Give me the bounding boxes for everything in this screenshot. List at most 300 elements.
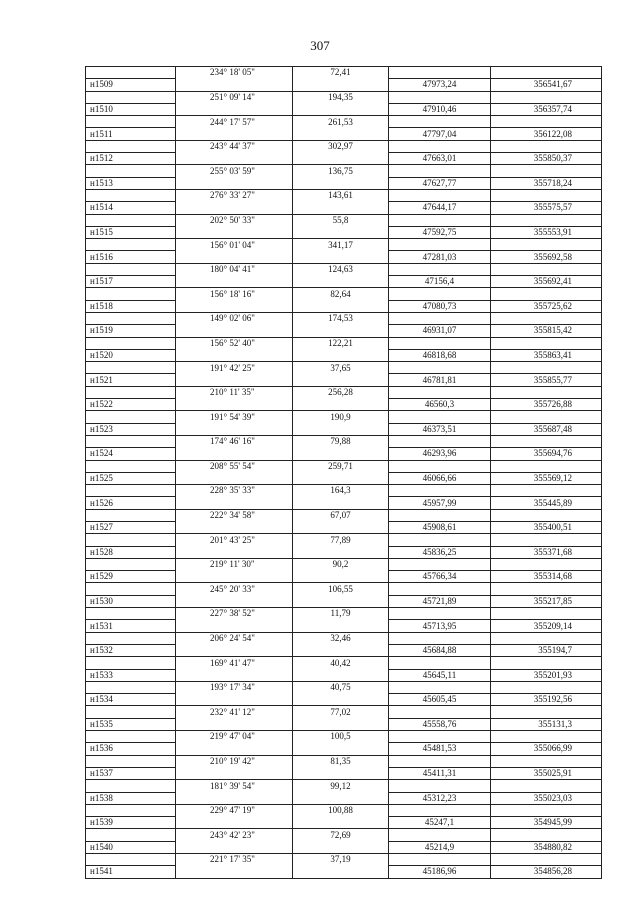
angle-blank-cell — [176, 276, 293, 288]
direction-angle-cell: 202° 50' 33" — [176, 214, 293, 226]
x-blank-cell — [389, 189, 491, 201]
y-coordinate-cell: 356122,08 — [491, 128, 602, 140]
length-blank-cell — [293, 866, 389, 878]
x-coordinate-cell: 45836,25 — [389, 546, 491, 558]
point-name-cell: н1522 — [86, 399, 176, 411]
point-name-cell: н1527 — [86, 521, 176, 533]
point-row — [86, 694, 602, 706]
point-row — [86, 79, 602, 91]
angle-blank-cell — [176, 399, 293, 411]
y-blank-cell — [491, 509, 602, 521]
angle-blank-cell — [176, 620, 293, 632]
point-row — [86, 521, 602, 533]
length-blank-cell — [293, 521, 389, 533]
segment-blank-cell — [86, 91, 176, 103]
y-blank-cell — [491, 140, 602, 152]
length-blank-cell — [293, 497, 389, 509]
point-name-cell: н1524 — [86, 448, 176, 460]
y-blank-cell — [491, 558, 602, 570]
length-blank-cell — [293, 300, 389, 312]
y-blank-cell — [491, 657, 602, 669]
length-blank-cell — [293, 817, 389, 829]
y-coordinate-cell: 354856,28 — [491, 866, 602, 878]
point-row — [86, 767, 602, 779]
segment-blank-cell — [86, 67, 176, 79]
direction-angle-cell: 222° 34' 58" — [176, 509, 293, 521]
x-coordinate-cell: 47663,01 — [389, 153, 491, 165]
segment-blank-cell — [86, 706, 176, 718]
y-coordinate-cell: 355194,7 — [491, 644, 602, 656]
segment-row — [86, 165, 602, 177]
direction-angle-cell: 234° 18' 05" — [176, 67, 293, 79]
direction-angle-cell: 227° 38' 52" — [176, 608, 293, 620]
angle-blank-cell — [176, 546, 293, 558]
y-blank-cell — [491, 632, 602, 644]
x-coordinate-cell: 47797,04 — [389, 128, 491, 140]
point-name-cell: н1511 — [86, 128, 176, 140]
y-coordinate-cell: 355445,89 — [491, 497, 602, 509]
y-blank-cell — [491, 435, 602, 447]
x-blank-cell — [389, 804, 491, 816]
point-name-cell: н1516 — [86, 251, 176, 263]
point-row — [86, 743, 602, 755]
x-coordinate-cell: 45186,96 — [389, 866, 491, 878]
x-coordinate-cell: 46066,66 — [389, 472, 491, 484]
point-name-cell: н1526 — [86, 497, 176, 509]
angle-blank-cell — [176, 792, 293, 804]
y-blank-cell — [491, 288, 602, 300]
y-blank-cell — [491, 681, 602, 693]
angle-blank-cell — [176, 325, 293, 337]
segment-row — [86, 608, 602, 620]
x-blank-cell — [389, 780, 491, 792]
segment-blank-cell — [86, 608, 176, 620]
segment-blank-cell — [86, 854, 176, 866]
x-blank-cell — [389, 165, 491, 177]
segment-blank-cell — [86, 263, 176, 275]
segment-blank-cell — [86, 731, 176, 743]
segment-row — [86, 189, 602, 201]
y-blank-cell — [491, 67, 602, 79]
y-coordinate-cell: 355025,91 — [491, 767, 602, 779]
segment-length-cell: 32,46 — [293, 632, 389, 644]
direction-angle-cell: 156° 52' 40" — [176, 337, 293, 349]
direction-angle-cell: 156° 18' 16" — [176, 288, 293, 300]
segment-blank-cell — [86, 411, 176, 423]
segment-row — [86, 657, 602, 669]
segment-row — [86, 534, 602, 546]
length-blank-cell — [293, 743, 389, 755]
y-blank-cell — [491, 460, 602, 472]
segment-length-cell: 164,3 — [293, 485, 389, 497]
x-blank-cell — [389, 263, 491, 275]
x-coordinate-cell: 47080,73 — [389, 300, 491, 312]
y-blank-cell — [491, 263, 602, 275]
x-coordinate-cell: 45411,31 — [389, 767, 491, 779]
point-name-cell: н1519 — [86, 325, 176, 337]
angle-blank-cell — [176, 743, 293, 755]
segment-length-cell: 72,41 — [293, 67, 389, 79]
segment-blank-cell — [86, 435, 176, 447]
length-blank-cell — [293, 448, 389, 460]
segment-row — [86, 854, 602, 866]
point-row — [86, 718, 602, 730]
segment-row — [86, 755, 602, 767]
y-coordinate-cell: 355694,76 — [491, 448, 602, 460]
point-row — [86, 349, 602, 361]
angle-blank-cell — [176, 866, 293, 878]
length-blank-cell — [293, 79, 389, 91]
x-coordinate-cell: 46560,3 — [389, 399, 491, 411]
x-blank-cell — [389, 706, 491, 718]
x-coordinate-cell: 45684,88 — [389, 644, 491, 656]
y-coordinate-cell: 355850,37 — [491, 153, 602, 165]
segment-blank-cell — [86, 829, 176, 841]
angle-blank-cell — [176, 644, 293, 656]
point-name-cell: н1535 — [86, 718, 176, 730]
y-coordinate-cell: 355131,3 — [491, 718, 602, 730]
x-blank-cell — [389, 558, 491, 570]
y-coordinate-cell: 355855,77 — [491, 374, 602, 386]
x-coordinate-cell: 45558,76 — [389, 718, 491, 730]
y-coordinate-cell: 355066,99 — [491, 743, 602, 755]
point-name-cell: н1531 — [86, 620, 176, 632]
segment-row — [86, 804, 602, 816]
direction-angle-cell: 219° 11' 30" — [176, 558, 293, 570]
direction-angle-cell: 208° 55' 54" — [176, 460, 293, 472]
length-blank-cell — [293, 177, 389, 189]
point-name-cell: н1538 — [86, 792, 176, 804]
direction-angle-cell: 244° 17' 57" — [176, 116, 293, 128]
angle-blank-cell — [176, 497, 293, 509]
length-blank-cell — [293, 423, 389, 435]
y-coordinate-cell: 355553,91 — [491, 226, 602, 238]
point-row — [86, 300, 602, 312]
y-blank-cell — [491, 854, 602, 866]
y-blank-cell — [491, 312, 602, 324]
point-name-cell: н1534 — [86, 694, 176, 706]
direction-angle-cell: 228° 35' 33" — [176, 485, 293, 497]
segment-length-cell: 100,88 — [293, 804, 389, 816]
angle-blank-cell — [176, 103, 293, 115]
length-blank-cell — [293, 718, 389, 730]
point-row — [86, 153, 602, 165]
segment-length-cell: 79,88 — [293, 435, 389, 447]
x-coordinate-cell: 47281,03 — [389, 251, 491, 263]
point-name-cell: н1541 — [86, 866, 176, 878]
y-blank-cell — [491, 829, 602, 841]
direction-angle-cell: 219° 47' 04" — [176, 731, 293, 743]
point-name-cell: н1525 — [86, 472, 176, 484]
segment-row — [86, 706, 602, 718]
segment-blank-cell — [86, 362, 176, 374]
x-blank-cell — [389, 657, 491, 669]
segment-blank-cell — [86, 189, 176, 201]
y-coordinate-cell: 355692,58 — [491, 251, 602, 263]
point-row — [86, 472, 602, 484]
angle-blank-cell — [176, 374, 293, 386]
angle-blank-cell — [176, 571, 293, 583]
point-row — [86, 866, 602, 878]
direction-angle-cell: 229° 47' 19" — [176, 804, 293, 816]
point-name-cell: н1518 — [86, 300, 176, 312]
point-name-cell: н1512 — [86, 153, 176, 165]
y-blank-cell — [491, 386, 602, 398]
point-row — [86, 128, 602, 140]
length-blank-cell — [293, 841, 389, 853]
angle-blank-cell — [176, 128, 293, 140]
segment-blank-cell — [86, 657, 176, 669]
segment-row — [86, 731, 602, 743]
segment-length-cell: 82,64 — [293, 288, 389, 300]
point-name-cell: н1532 — [86, 644, 176, 656]
y-coordinate-cell: 356541,67 — [491, 79, 602, 91]
x-blank-cell — [389, 485, 491, 497]
x-blank-cell — [389, 608, 491, 620]
point-row — [86, 226, 602, 238]
x-blank-cell — [389, 435, 491, 447]
direction-angle-cell: 169° 41' 47" — [176, 657, 293, 669]
segment-row — [86, 509, 602, 521]
segment-length-cell: 190,9 — [293, 411, 389, 423]
segment-blank-cell — [86, 312, 176, 324]
length-blank-cell — [293, 276, 389, 288]
direction-angle-cell: 191° 42' 25" — [176, 362, 293, 374]
angle-blank-cell — [176, 349, 293, 361]
length-blank-cell — [293, 620, 389, 632]
point-name-cell: н1521 — [86, 374, 176, 386]
point-name-cell: н1520 — [86, 349, 176, 361]
point-row — [86, 177, 602, 189]
segment-length-cell: 100,5 — [293, 731, 389, 743]
point-name-cell: н1510 — [86, 103, 176, 115]
length-blank-cell — [293, 374, 389, 386]
segment-row — [86, 780, 602, 792]
segment-length-cell: 72,69 — [293, 829, 389, 841]
point-name-cell: н1529 — [86, 571, 176, 583]
angle-blank-cell — [176, 472, 293, 484]
y-coordinate-cell: 355371,68 — [491, 546, 602, 558]
segment-length-cell: 77,02 — [293, 706, 389, 718]
segment-blank-cell — [86, 239, 176, 251]
segment-length-cell: 99,12 — [293, 780, 389, 792]
segment-row — [86, 116, 602, 128]
y-coordinate-cell: 355192,56 — [491, 694, 602, 706]
direction-angle-cell: 193° 17' 34" — [176, 681, 293, 693]
y-coordinate-cell: 355725,62 — [491, 300, 602, 312]
segment-length-cell: 40,75 — [293, 681, 389, 693]
segment-blank-cell — [86, 116, 176, 128]
point-row — [86, 399, 602, 411]
x-coordinate-cell: 45645,11 — [389, 669, 491, 681]
segment-length-cell: 67,07 — [293, 509, 389, 521]
x-coordinate-cell: 45713,95 — [389, 620, 491, 632]
angle-blank-cell — [176, 694, 293, 706]
x-blank-cell — [389, 140, 491, 152]
point-name-cell: н1523 — [86, 423, 176, 435]
segment-blank-cell — [86, 583, 176, 595]
x-blank-cell — [389, 509, 491, 521]
segment-length-cell: 55,8 — [293, 214, 389, 226]
segment-row — [86, 362, 602, 374]
segment-length-cell: 122,21 — [293, 337, 389, 349]
angle-blank-cell — [176, 153, 293, 165]
angle-blank-cell — [176, 841, 293, 853]
length-blank-cell — [293, 644, 389, 656]
x-blank-cell — [389, 411, 491, 423]
angle-blank-cell — [176, 79, 293, 91]
x-coordinate-cell: 45312,23 — [389, 792, 491, 804]
direction-angle-cell: 201° 43' 25" — [176, 534, 293, 546]
y-blank-cell — [491, 91, 602, 103]
x-coordinate-cell: 47156,4 — [389, 276, 491, 288]
segment-row — [86, 288, 602, 300]
segment-row — [86, 91, 602, 103]
length-blank-cell — [293, 325, 389, 337]
y-coordinate-cell: 355201,93 — [491, 669, 602, 681]
segment-row — [86, 460, 602, 472]
angle-blank-cell — [176, 448, 293, 460]
direction-angle-cell: 206° 24' 54" — [176, 632, 293, 644]
segment-row — [86, 386, 602, 398]
segment-row — [86, 263, 602, 275]
y-coordinate-cell: 355687,48 — [491, 423, 602, 435]
point-name-cell: н1513 — [86, 177, 176, 189]
x-blank-cell — [389, 681, 491, 693]
point-row — [86, 497, 602, 509]
direction-angle-cell: 255° 03' 59" — [176, 165, 293, 177]
segment-length-cell: 174,53 — [293, 312, 389, 324]
direction-angle-cell: 243° 42' 23" — [176, 829, 293, 841]
y-coordinate-cell: 355314,68 — [491, 571, 602, 583]
segment-row — [86, 829, 602, 841]
angle-blank-cell — [176, 521, 293, 533]
direction-angle-cell: 210° 11' 35" — [176, 386, 293, 398]
x-blank-cell — [389, 583, 491, 595]
segment-blank-cell — [86, 755, 176, 767]
direction-angle-cell: 232° 41' 12" — [176, 706, 293, 718]
x-coordinate-cell: 45766,34 — [389, 571, 491, 583]
direction-angle-cell: 156° 01' 04" — [176, 239, 293, 251]
segment-length-cell: 81,35 — [293, 755, 389, 767]
y-coordinate-cell: 355217,85 — [491, 595, 602, 607]
point-name-cell: н1536 — [86, 743, 176, 755]
angle-blank-cell — [176, 423, 293, 435]
segment-length-cell: 302,97 — [293, 140, 389, 152]
segment-length-cell: 106,55 — [293, 583, 389, 595]
length-blank-cell — [293, 202, 389, 214]
y-coordinate-cell: 356357,74 — [491, 103, 602, 115]
coordinates-table-body — [86, 67, 602, 879]
segment-length-cell: 194,35 — [293, 91, 389, 103]
segment-length-cell: 136,75 — [293, 165, 389, 177]
length-blank-cell — [293, 399, 389, 411]
length-blank-cell — [293, 226, 389, 238]
direction-angle-cell: 243° 44' 37" — [176, 140, 293, 152]
point-row — [86, 325, 602, 337]
segment-blank-cell — [86, 460, 176, 472]
x-blank-cell — [389, 337, 491, 349]
direction-angle-cell: 276° 33' 27" — [176, 189, 293, 201]
direction-angle-cell: 251° 09' 14" — [176, 91, 293, 103]
y-coordinate-cell: 355400,51 — [491, 521, 602, 533]
x-blank-cell — [389, 731, 491, 743]
y-blank-cell — [491, 755, 602, 767]
segment-length-cell: 11,79 — [293, 608, 389, 620]
x-coordinate-cell: 46931,07 — [389, 325, 491, 337]
y-coordinate-cell: 355023,03 — [491, 792, 602, 804]
angle-blank-cell — [176, 177, 293, 189]
y-coordinate-cell: 354945,99 — [491, 817, 602, 829]
y-blank-cell — [491, 706, 602, 718]
segment-row — [86, 67, 602, 79]
length-blank-cell — [293, 103, 389, 115]
length-blank-cell — [293, 694, 389, 706]
y-blank-cell — [491, 608, 602, 620]
length-blank-cell — [293, 767, 389, 779]
y-blank-cell — [491, 189, 602, 201]
angle-blank-cell — [176, 595, 293, 607]
point-name-cell: н1539 — [86, 817, 176, 829]
y-coordinate-cell: 355815,42 — [491, 325, 602, 337]
point-row — [86, 620, 602, 632]
segment-blank-cell — [86, 509, 176, 521]
segment-row — [86, 632, 602, 644]
x-coordinate-cell: 47627,77 — [389, 177, 491, 189]
segment-blank-cell — [86, 485, 176, 497]
length-blank-cell — [293, 153, 389, 165]
x-coordinate-cell: 45721,89 — [389, 595, 491, 607]
x-blank-cell — [389, 67, 491, 79]
segment-blank-cell — [86, 632, 176, 644]
segment-length-cell: 341,17 — [293, 239, 389, 251]
segment-row — [86, 485, 602, 497]
segment-length-cell: 90,2 — [293, 558, 389, 570]
length-blank-cell — [293, 472, 389, 484]
segment-row — [86, 239, 602, 251]
y-blank-cell — [491, 214, 602, 226]
x-coordinate-cell: 45957,99 — [389, 497, 491, 509]
y-coordinate-cell: 355575,57 — [491, 202, 602, 214]
y-blank-cell — [491, 804, 602, 816]
y-blank-cell — [491, 116, 602, 128]
direction-angle-cell: 191° 54' 39" — [176, 411, 293, 423]
angle-blank-cell — [176, 251, 293, 263]
segment-blank-cell — [86, 386, 176, 398]
direction-angle-cell: 174° 46' 16" — [176, 435, 293, 447]
segment-row — [86, 411, 602, 423]
point-row — [86, 546, 602, 558]
point-name-cell: н1515 — [86, 226, 176, 238]
length-blank-cell — [293, 251, 389, 263]
point-row — [86, 841, 602, 853]
y-coordinate-cell: 355569,12 — [491, 472, 602, 484]
point-name-cell: н1537 — [86, 767, 176, 779]
angle-blank-cell — [176, 718, 293, 730]
segment-row — [86, 337, 602, 349]
x-blank-cell — [389, 312, 491, 324]
point-row — [86, 103, 602, 115]
length-blank-cell — [293, 669, 389, 681]
x-coordinate-cell: 46293,96 — [389, 448, 491, 460]
x-blank-cell — [389, 362, 491, 374]
y-coordinate-cell: 355718,24 — [491, 177, 602, 189]
x-coordinate-cell: 46818,68 — [389, 349, 491, 361]
segment-blank-cell — [86, 288, 176, 300]
point-row — [86, 817, 602, 829]
point-name-cell: н1528 — [86, 546, 176, 558]
point-row — [86, 644, 602, 656]
